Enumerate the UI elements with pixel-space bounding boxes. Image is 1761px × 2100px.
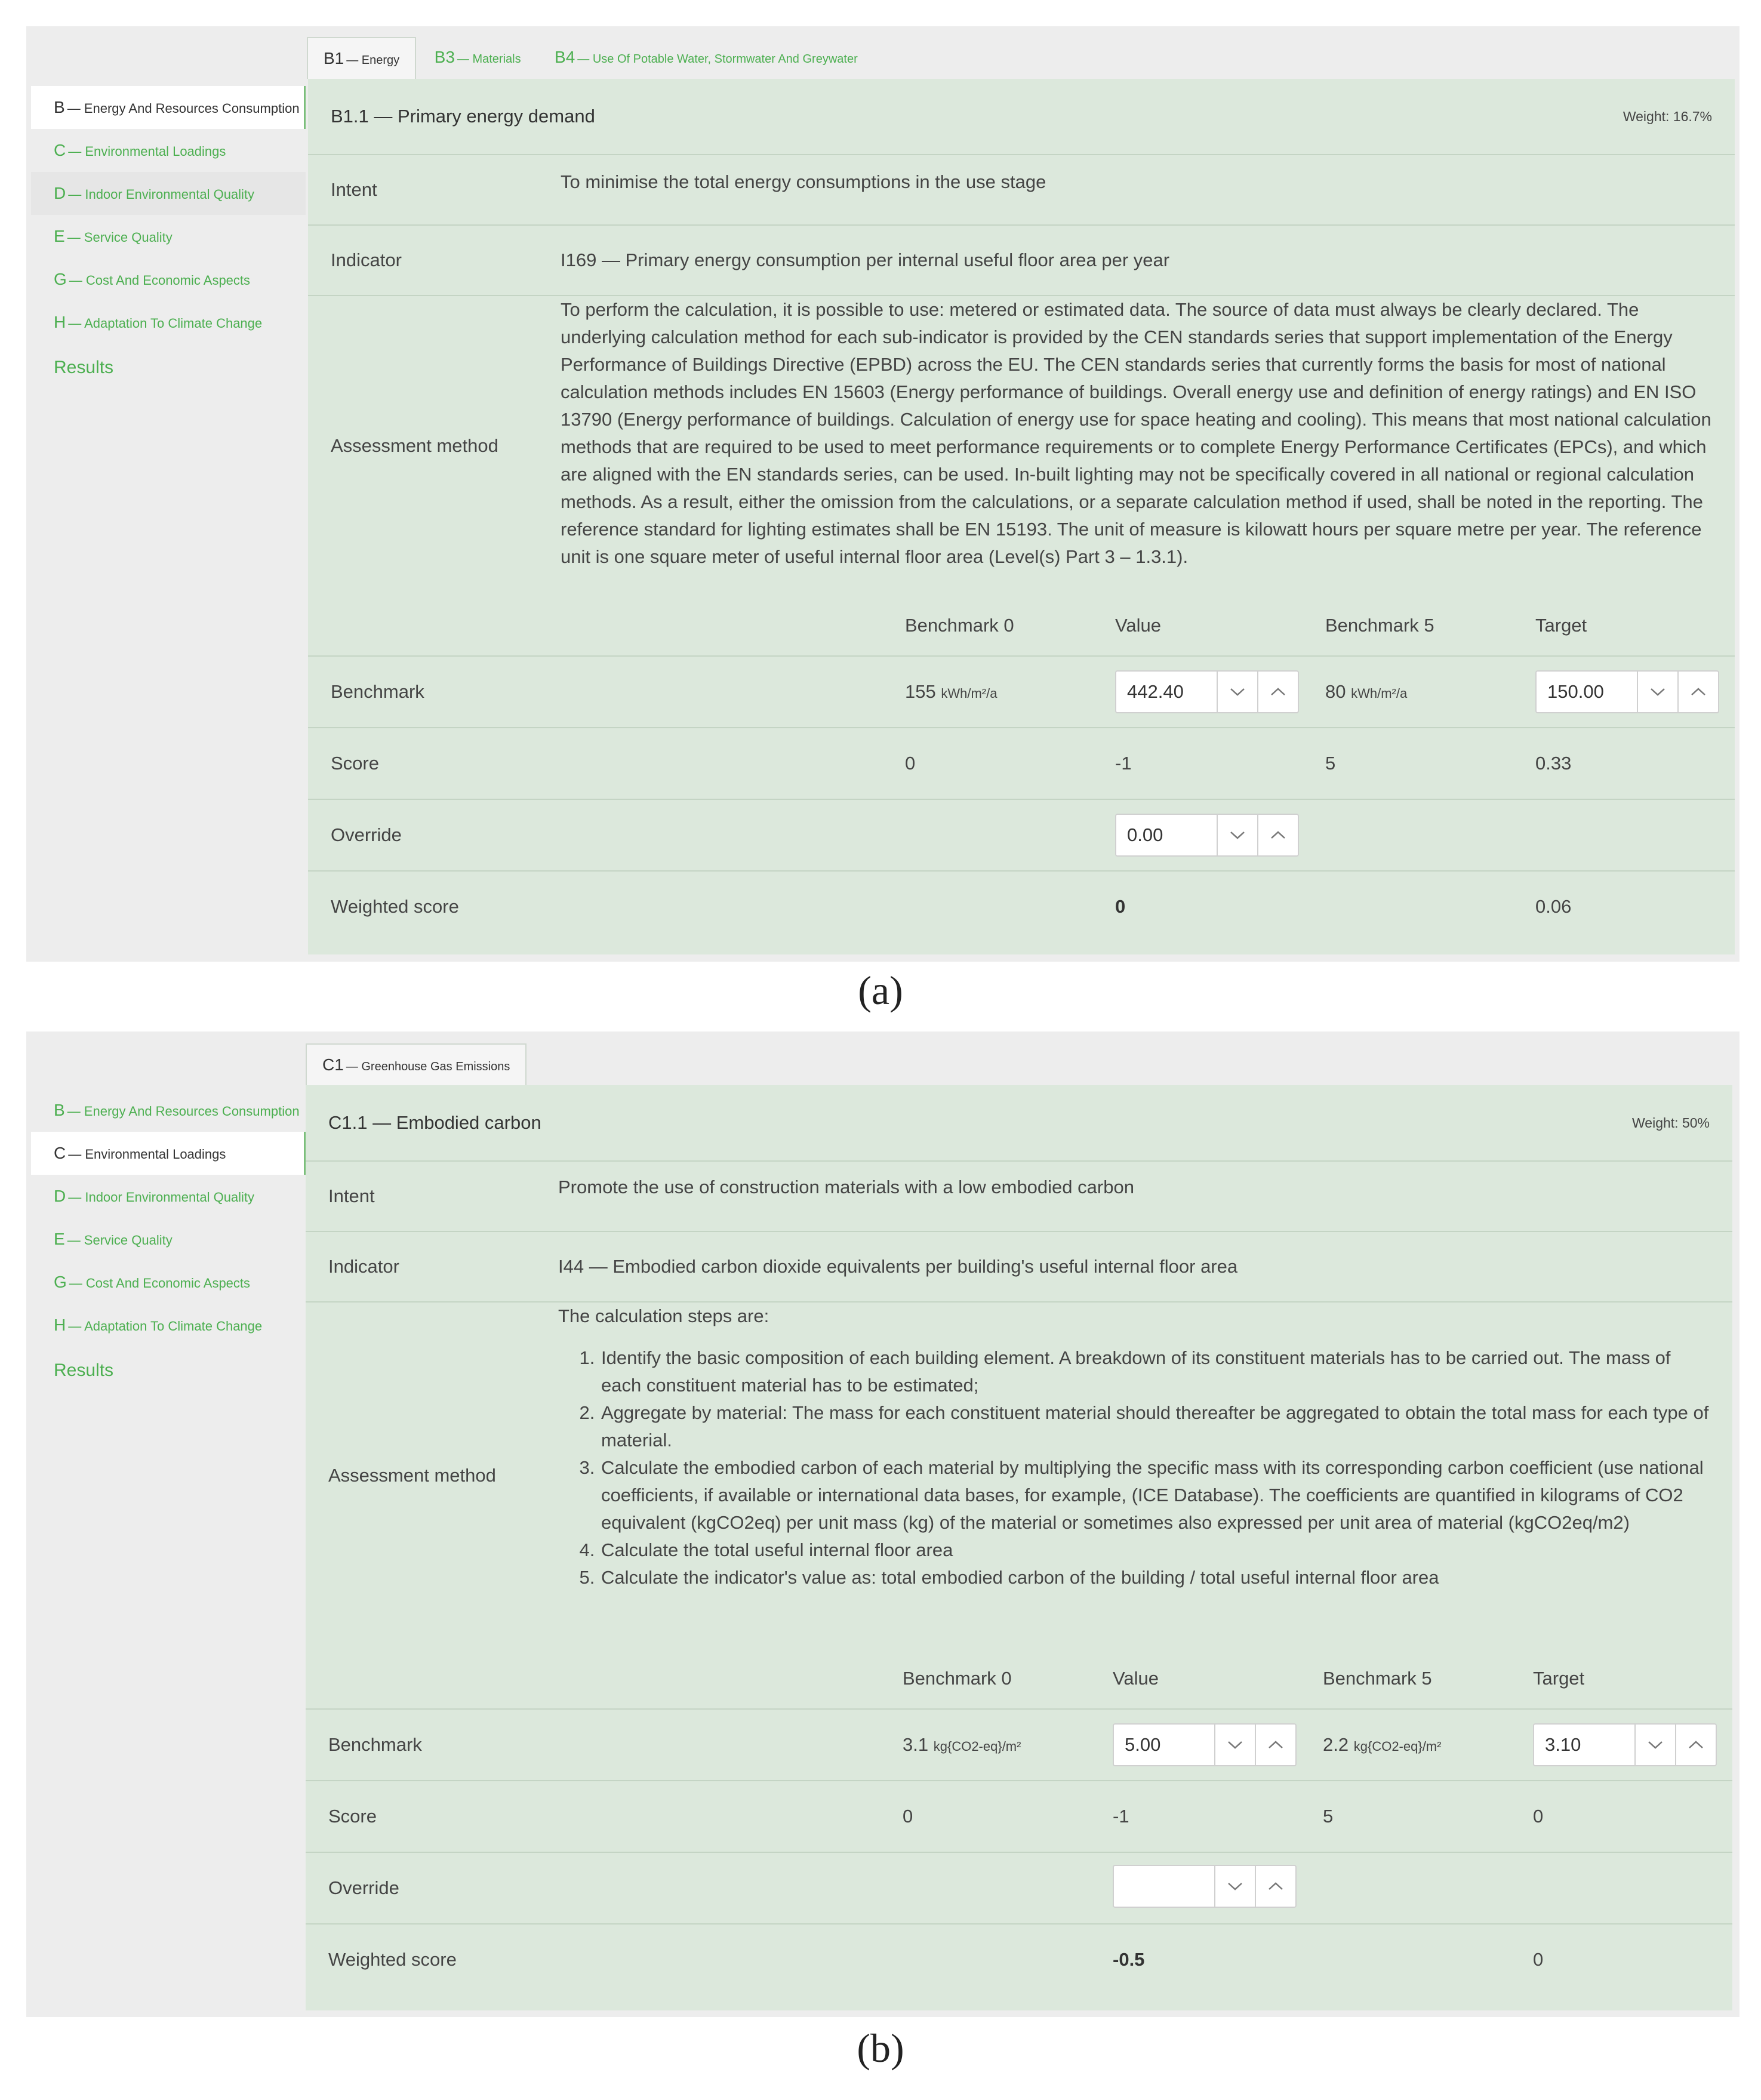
list-item: 2. Aggregate by material: The mass for each constituent material should thereafter be aggregated to obtain the total mass for each type of material. xyxy=(600,1399,1714,1454)
tab-b4-water[interactable]: B4 — Use Of Potable Water, Stormwater And Greywater xyxy=(555,48,858,66)
sidebar-item-climate-adaptation[interactable]: H — Adaptation To Climate Change xyxy=(54,313,263,331)
sidebar-item-service-quality[interactable]: E — Service Quality xyxy=(54,1230,173,1248)
col-benchmark-0: Benchmark 0 xyxy=(903,1668,1012,1689)
col-target: Target xyxy=(1535,615,1587,636)
tab-c1-greenhouse[interactable]: C1 — Greenhouse Gas Emissions xyxy=(306,1043,527,1085)
override-input[interactable] xyxy=(1114,1866,1214,1907)
score-row xyxy=(308,727,1735,799)
tab-b1-energy[interactable]: B1 — Energy xyxy=(307,37,416,79)
target-stepper[interactable] xyxy=(1535,670,1719,713)
card-header xyxy=(308,79,1735,155)
calculation-steps-list xyxy=(558,1344,1714,1591)
override-row xyxy=(308,799,1735,870)
chevron-up-icon[interactable] xyxy=(1255,1725,1295,1765)
intent-label: Intent xyxy=(331,179,377,200)
override-label: Override xyxy=(328,1877,399,1898)
intent-text: To minimise the total energy consumptions in the use stage xyxy=(561,171,1046,192)
assessment-method-label: Assessment method xyxy=(331,435,498,456)
list-item: 5. Calculate the indicator's value as: total embodied carbon of the building / total useful internal floor area xyxy=(600,1564,1714,1591)
card-title: B1.1 — Primary energy demand xyxy=(331,106,595,127)
panel-b xyxy=(26,1031,1740,2017)
target-input[interactable]: 3.10 xyxy=(1545,1734,1581,1755)
intent-text: Promote the use of construction materials with a low embodied carbon xyxy=(558,1177,1134,1197)
chevron-up-icon[interactable] xyxy=(1677,672,1718,712)
score-benchmark-5: 5 xyxy=(1325,753,1336,774)
score-benchmark-5: 5 xyxy=(1323,1806,1334,1827)
benchmark-0-value: 3.1 kg{CO2-eq}/m² xyxy=(903,1734,1021,1755)
benchmark-label: Benchmark xyxy=(331,681,424,702)
weight-label: Weight: 16.7% xyxy=(1623,108,1712,124)
chevron-down-icon[interactable] xyxy=(1634,1725,1675,1765)
sidebar-item-environmental-loadings[interactable]: C — Environmental Loadings xyxy=(31,1132,306,1175)
score-value: -1 xyxy=(1113,1806,1129,1827)
weighted-score-row xyxy=(308,870,1735,942)
col-value: Value xyxy=(1113,1668,1159,1689)
chevron-up-icon[interactable] xyxy=(1675,1725,1716,1765)
benchmark-0-value: 155 kWh/m²/a xyxy=(905,681,998,702)
col-value: Value xyxy=(1115,615,1161,636)
weighted-score-target: 0 xyxy=(1533,1949,1544,1970)
value-stepper[interactable] xyxy=(1113,1723,1297,1766)
score-label: Score xyxy=(331,753,379,774)
sidebar-item-cost-economic[interactable]: G — Cost And Economic Aspects xyxy=(54,270,251,288)
figure-label-b: (b) xyxy=(857,2025,904,2071)
chevron-up-icon[interactable] xyxy=(1255,1866,1295,1907)
benchmark-row xyxy=(308,655,1735,727)
score-benchmark-0: 0 xyxy=(905,753,916,774)
chevron-down-icon[interactable] xyxy=(1214,1725,1255,1765)
indicator-text: I44 — Embodied carbon dioxide equivalents per building's useful internal floor area xyxy=(558,1256,1238,1277)
sidebar-results-link[interactable]: Results xyxy=(54,1360,114,1380)
benchmark-row xyxy=(306,1708,1732,1780)
criterion-card xyxy=(308,79,1735,954)
card-header xyxy=(306,1085,1732,1162)
sidebar-item-indoor-quality[interactable]: D — Indoor Environmental Quality xyxy=(31,172,306,215)
override-stepper[interactable] xyxy=(1115,814,1299,857)
list-item: 3. Calculate the embodied carbon of each material by multiplying the specific mass with its corresponding carbon coefficient (use national coefficients, if available or international data bases, for example, (ICE Database). The coefficients are quantified in kilograms of CO2 equivalent (kgCO2eq) per unit mass (kg) of the material or sometimes also expressed per unit area of material (kgCO2eq/m2) xyxy=(600,1454,1714,1536)
sidebar-item-climate-adaptation[interactable]: H — Adaptation To Climate Change xyxy=(54,1316,263,1334)
weight-label: Weight: 50% xyxy=(1632,1114,1710,1131)
list-item: 1. Identify the basic composition of each building element. A breakdown of its constituent materials has to be carried out. The mass of each constituent material has to be estimated; xyxy=(600,1344,1714,1399)
weighted-score-label: Weighted score xyxy=(328,1949,457,1970)
assessment-method-label: Assessment method xyxy=(328,1465,496,1486)
sidebar-item-environmental-loadings[interactable]: C — Environmental Loadings xyxy=(54,141,226,159)
value-input[interactable]: 5.00 xyxy=(1125,1734,1161,1755)
weighted-score-value: -0.5 xyxy=(1113,1949,1145,1970)
indicator-label: Indicator xyxy=(328,1256,399,1277)
chevron-down-icon[interactable] xyxy=(1214,1866,1255,1907)
override-label: Override xyxy=(331,824,402,845)
chevron-down-icon[interactable] xyxy=(1217,672,1257,712)
value-stepper[interactable] xyxy=(1115,670,1299,713)
sidebar-item-energy-resources[interactable]: B — Energy And Resources Consumption xyxy=(31,86,306,129)
target-stepper[interactable] xyxy=(1533,1723,1717,1766)
target-input[interactable]: 150.00 xyxy=(1547,681,1604,702)
tab-bar xyxy=(306,1043,527,1085)
benchmark-5-value: 80 kWh/m²/a xyxy=(1325,681,1408,702)
list-item: 4. Calculate the total useful internal floor area xyxy=(600,1536,1714,1564)
assessment-method-content xyxy=(558,1303,1732,1591)
score-label: Score xyxy=(328,1806,377,1827)
sidebar xyxy=(31,1089,306,1394)
tab-bar xyxy=(307,37,873,79)
weighted-score-target: 0.06 xyxy=(1535,896,1572,917)
weighted-score-label: Weighted score xyxy=(331,896,459,917)
sidebar-item-energy-resources[interactable]: B — Energy And Resources Consumption xyxy=(54,1101,300,1119)
col-benchmark-5: Benchmark 5 xyxy=(1325,615,1434,636)
assessment-method-text: To perform the calculation, it is possible to use: metered or estimated data. The source of data must always be clearly declared. The underlying calculation method for each sub-indicator is provided by the CEN standards series that support implementation of the Energy Performance of Buildings Directive (EPBD) across the EU. The CEN standards series that currently forms the basis for most of national calculation methods includes EN 15603 (Energy performance of buildings. Overall energy use and definition of energy ratings) and EN ISO 13790 (Energy performance of buildings. Calculation of energy use for space heating and cooling). This means that most national calculation methods that are required to be used to meet performance requirements or to complete Energy Performance Certificates (EPCs), and which are aligned with the EN standards series, can be used. In-built lighting may not be specifically covered in all national or regional calculation methods. As a result, either the omission from the calculations, or a separate calculation method if used, shall be noted in the reporting. The reference standard for lighting estimates shall be EN 15193. The unit of measure is kilowatt hours per square metre per year. The reference unit is one square meter of useful internal floor area (Level(s) Part 3 – 1.3.1). xyxy=(561,299,1711,567)
intent-label: Intent xyxy=(328,1186,375,1206)
intent-row xyxy=(306,1162,1732,1232)
score-benchmark-0: 0 xyxy=(903,1806,913,1827)
assessment-method-row xyxy=(306,1303,1732,1649)
override-input[interactable]: 0.00 xyxy=(1127,824,1163,845)
sidebar xyxy=(31,86,306,392)
sidebar-item-cost-economic[interactable]: G — Cost And Economic Aspects xyxy=(54,1273,251,1291)
chevron-down-icon[interactable] xyxy=(1637,672,1677,712)
score-row xyxy=(306,1780,1732,1852)
score-target: 0 xyxy=(1533,1806,1544,1827)
value-input[interactable]: 442.40 xyxy=(1127,681,1184,702)
chevron-up-icon[interactable] xyxy=(1257,672,1298,712)
sidebar-item-indoor-quality[interactable]: D — Indoor Environmental Quality xyxy=(54,1187,255,1205)
score-target: 0.33 xyxy=(1535,753,1572,774)
card-title: C1.1 — Embodied carbon xyxy=(328,1112,541,1133)
weighted-score-value: 0 xyxy=(1115,896,1126,917)
panel-a xyxy=(26,26,1740,962)
criterion-card xyxy=(306,1085,1732,2010)
assessment-method-row xyxy=(308,296,1735,596)
sidebar-item-service-quality[interactable]: E — Service Quality xyxy=(54,227,173,245)
tab-b3-materials[interactable]: B3 — Materials xyxy=(434,48,521,66)
weighted-score-row xyxy=(306,1923,1732,1995)
col-benchmark-5: Benchmark 5 xyxy=(1323,1668,1432,1689)
override-row xyxy=(306,1852,1732,1923)
figure-label-a: (a) xyxy=(858,968,903,1013)
chevron-up-icon[interactable] xyxy=(1257,815,1298,855)
benchmark-header-row xyxy=(306,1649,1732,1708)
benchmark-label: Benchmark xyxy=(328,1734,422,1755)
col-benchmark-0: Benchmark 0 xyxy=(905,615,1014,636)
chevron-down-icon[interactable] xyxy=(1217,815,1257,855)
indicator-label: Indicator xyxy=(331,250,402,270)
sidebar-results-link[interactable]: Results xyxy=(54,358,114,377)
benchmark-5-value: 2.2 kg{CO2-eq}/m² xyxy=(1323,1734,1442,1755)
indicator-row xyxy=(306,1232,1732,1303)
assessment-method-intro: The calculation steps are: xyxy=(558,1305,769,1326)
indicator-text: I169 — Primary energy consumption per internal useful floor area per year xyxy=(561,250,1170,270)
intent-row xyxy=(308,155,1735,226)
indicator-row xyxy=(308,226,1735,296)
score-value: -1 xyxy=(1115,753,1132,774)
col-target: Target xyxy=(1533,1668,1585,1689)
override-stepper[interactable] xyxy=(1113,1865,1297,1908)
benchmark-header-row xyxy=(308,596,1735,655)
